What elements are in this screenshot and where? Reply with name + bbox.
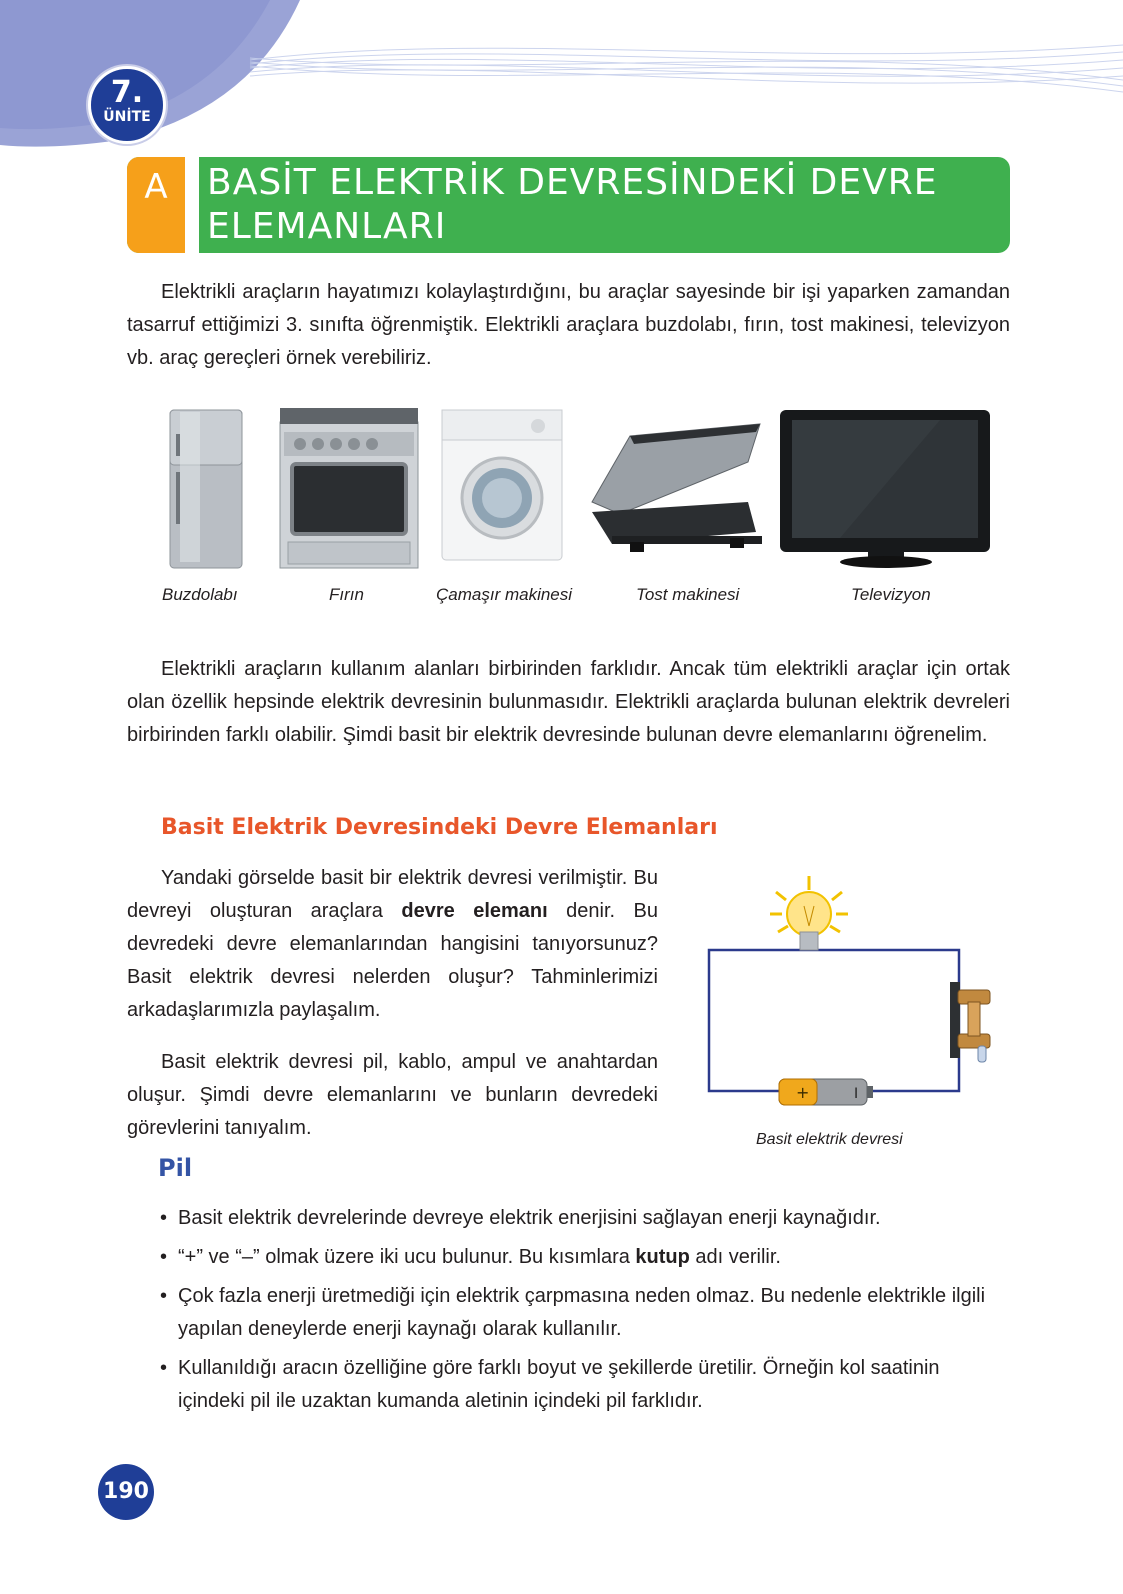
list-item: • “+” ve “–” olmak üzere iki ucu bulunur. Bu kısımlara kutup adı verilir. (160, 1246, 781, 1268)
battery-minus-label: I (854, 1086, 859, 1102)
bold-term-devre-elemani: devre elemanı (401, 900, 548, 922)
pil-heading: Pil (158, 1154, 193, 1182)
section-letter: A (127, 157, 185, 253)
unit-badge (88, 66, 166, 144)
list-item: • Çok fazla enerji üretmediği için elektrik çarpmasına neden olmaz. Bu nedenle elektrikle ilgili yapılan deneylerde enerji kaynağı olarak kullanılır. (160, 1285, 986, 1340)
caption-washing-machine: Çamaşır makinesi (436, 585, 573, 604)
list-item: • Kullanıldığı aracın özelliğine göre farklı boyut ve şekillerde üretilir. Örneğin kol saatinin içindeki pil ile uzaktan kumanda aletinin içindeki pil farklıdır. (160, 1357, 940, 1412)
paragraph-4: Basit elektrik devresi pil, kablo, ampul ve anahtardan oluşur. Şimdi devre elemanlarını ve bunların devredeki görevlerini tanıyalım. (127, 1051, 658, 1139)
paragraph-3: Yandaki görselde basit bir elektrik devresi verilmiştir. Bu devreyi oluşturan araçlara devre elemanı denir. Bu devredeki devre elemanlarından hangisini tanıyorsunuz? Basit elektrik devresi nelerden oluşur? Tahminlerimizi arkadaşlarımızla paylaşalım. (127, 867, 658, 1021)
page-number: 190 (98, 1464, 154, 1520)
refrigerator-icon (170, 410, 242, 568)
appliance-images (160, 402, 1000, 572)
header-decoration (0, 0, 1123, 160)
section-title (207, 161, 987, 249)
television-icon (780, 410, 990, 568)
intro-paragraph: Elektrikli araçların hayatımızı kolaylaştırdığını, bu araçlar sayesinde bir işi yaparken zamandan tasarruf ettiğimizi 3. sınıfta öğrenmiştik. Elektrikli araçlara buzdolabı, fırın, tost makinesi, televizyon vb. araç gereçleri örnek verebiliriz. (127, 281, 1010, 369)
unit-label: ÜNİTE (103, 109, 151, 125)
list-item: • Basit elektrik devrelerinde devreye elektrik enerjisini sağlayan enerji kaynağıdır. (160, 1207, 881, 1229)
bulb-icon (787, 892, 831, 950)
battery-plus-label: + (796, 1083, 810, 1102)
caption-oven: Fırın (329, 585, 364, 604)
section-title-line2: ELEMANLARI (207, 206, 447, 247)
circuit-caption: Basit elektrik devresi (756, 1131, 903, 1148)
caption-refrigerator: Buzdolabı (162, 585, 238, 604)
circuit-diagram (700, 870, 1000, 1126)
switch-icon (950, 982, 990, 1062)
caption-toaster: Tost makinesi (636, 585, 740, 604)
caption-television: Televizyon (851, 585, 931, 604)
subheading: Basit Elektrik Devresindeki Devre Elemanları (161, 815, 718, 840)
paragraph-2: Elektrikli araçların kullanım alanları birbirinden farklıdır. Ancak tüm elektrikli araçlar için ortak olan özellik hepsinde elektrik devresinin bulunmasıdır. Elektrikli araçlarda bulunan elektrik devreleri birbirinden farklı olabilir. Şimdi basit bir elektrik devresinde bulunan devre elemanlarını öğrenelim. (127, 658, 1010, 746)
washing-machine-icon (442, 410, 562, 560)
section-title-bar (127, 157, 1010, 253)
oven-icon (280, 408, 418, 568)
toaster-icon (592, 424, 762, 552)
bold-term-kutup: kutup (635, 1246, 690, 1268)
pil-bullet-list (160, 1202, 1010, 1424)
unit-number: 7. (110, 75, 144, 110)
section-title-line1: BASİT ELEKTRİK DEVRESİNDEKİ DEVRE (207, 162, 938, 203)
battery-icon (779, 1079, 873, 1105)
